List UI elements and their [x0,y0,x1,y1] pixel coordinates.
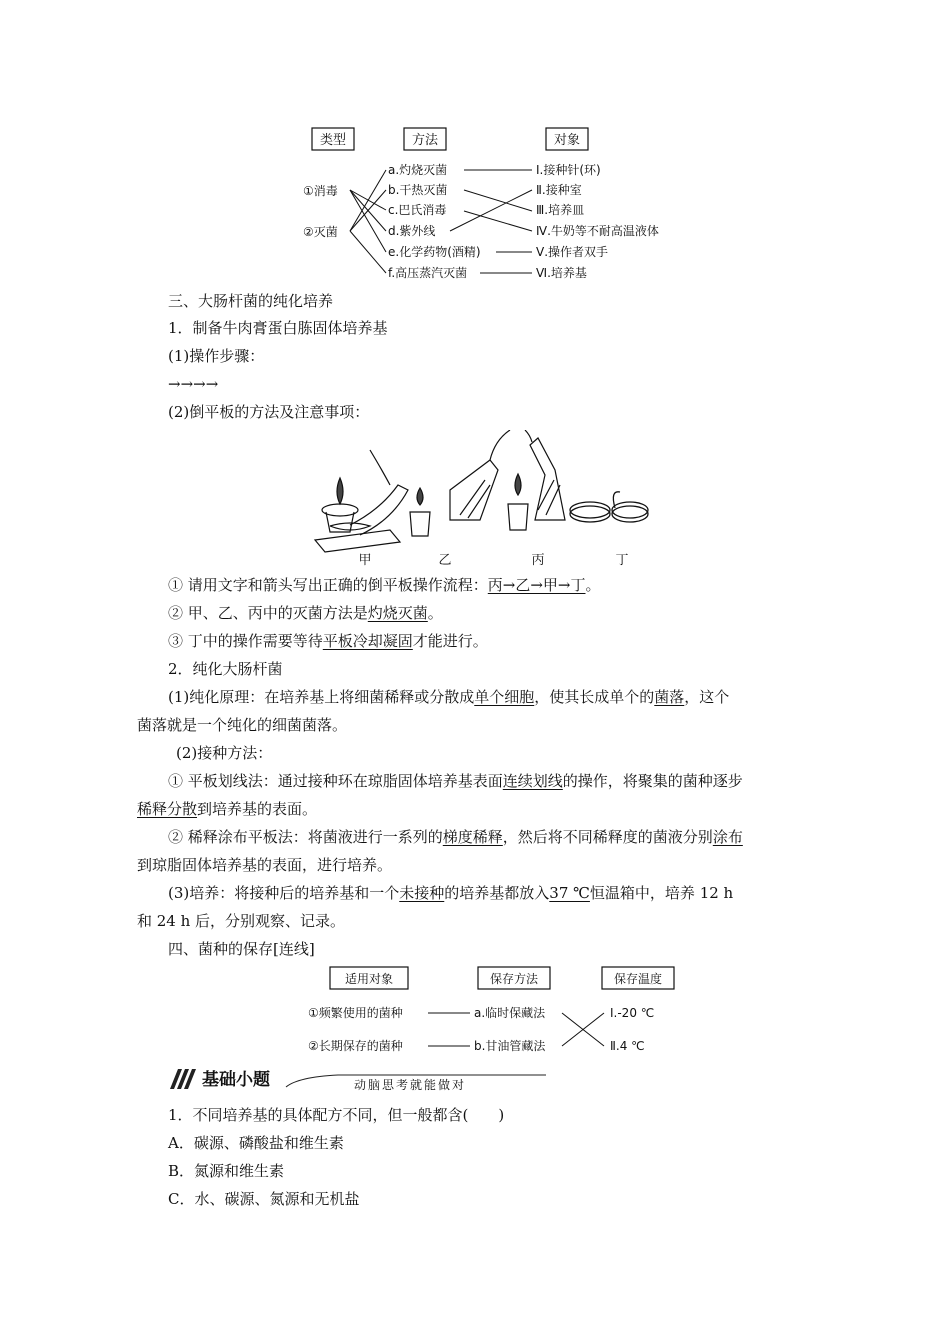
s1-step-label: (1)操作步骤： [168,347,265,365]
p4-text-c: ，然后将不同稀释度的菌液分别 [502,828,713,846]
banner-stripes-icon [170,1069,196,1089]
storage-temp-1: Ⅰ.-20 ℃ [610,1006,655,1020]
streak-plate [168,770,743,792]
q2-text: ② 甲、乙、丙中的灭菌方法是 [168,604,368,622]
s2-title: 2．纯化大肠杆菌 [168,660,283,678]
s1-pour-plate-label: (2)倒平板的方法及注意事项： [168,403,370,421]
p1-text-e: ，这个 [684,688,730,706]
method-d: d.紫外线 [388,224,436,238]
storage-temp-2: Ⅱ.4 ℃ [610,1039,645,1053]
label-jia: 甲 [358,553,372,568]
storage-method-a: a.临时保藏法 [474,1006,546,1020]
pour-question-2 [168,602,443,624]
option-a: A．碳源、磷酸盐和维生素 [168,1134,344,1152]
p3-answer-b: 连续划线 [502,772,563,790]
header-object: 对象 [553,133,581,148]
method-e: e.化学药物(酒精) [388,245,481,259]
scene-bing [508,430,565,530]
storage-header-method: 保存方法 [489,972,539,986]
object-2: Ⅱ.接种室 [536,183,582,197]
scene-jia [315,450,408,552]
p5-answer-d: 37 ℃ [549,884,590,902]
scene-ding [570,492,648,522]
q1-end: 。 [585,576,601,594]
section3-title: 三、大肠杆菌的纯化培养 [168,292,334,310]
purify-principle-cont: 菌落就是一个纯化的细菌菌落。 [137,716,348,734]
type-sterilize: ②灭菌 [303,225,338,239]
p3-text-c: 的操作，将聚集的菌种逐步 [562,772,743,790]
pour-question-1 [168,574,601,596]
q3-text: ③ 丁中的操作需要等待 [168,632,323,650]
q1-text: ① 请用文字和箭头写出正确的倒平板操作流程： [168,576,488,594]
label-bing: 丙 [531,553,545,568]
question-1: 1．不同培养基的具体配方不同，但一般都含( ) [168,1106,505,1124]
banner-subtitle: 动脑思考就能做对 [354,1078,467,1092]
strain-storage-diagram [300,965,690,1061]
object-1: Ⅰ.接种针(环) [536,163,601,177]
storage-object-1: ①频繁使用的菌种 [308,1006,403,1020]
p5-answer-b: 未接种 [399,884,445,902]
storage-header-temp: 保存温度 [613,972,663,986]
cultivation-cont: 和 24 h 后，分别观察、记录。 [137,912,346,930]
streak-plate-cont [137,798,317,820]
pour-question-3 [168,630,488,652]
section4-title: 四、菌种的保存[连线] [168,940,315,958]
option-b: B．氮源和维生素 [168,1162,285,1180]
p4-answer-d: 涂布 [712,828,743,846]
q3-answer: 平板冷却凝固 [322,632,413,650]
method-b: b.干热灭菌 [388,183,448,197]
p4-answer-b: 梯度稀释 [442,828,503,846]
q3-end: 才能进行。 [412,632,488,650]
spread-plate-cont: 到琼脂固体培养基的表面，进行培养。 [137,856,393,874]
label-ding: 丁 [615,553,629,568]
p1-text-c: ，使其长成单个的 [534,688,655,706]
scene-yi [410,430,510,536]
type-disinfect: ①消毒 [303,184,338,198]
p1-answer-d: 菌落 [654,688,685,706]
p3-text-e: 到培养基的表面。 [197,800,318,818]
q2-end: 。 [427,604,443,622]
p3-answer-d: 稀释分散 [137,800,198,818]
p3-text-a: ① 平板划线法：通过接种环在琼脂固体培养基表面 [168,772,503,790]
spread-plate [168,826,743,848]
method-a: a.灼烧灭菌 [388,163,448,177]
sterilization-diagram [300,125,690,285]
basic-questions-banner [168,1063,548,1093]
type-method-links [350,170,386,273]
s1-title: 1．制备牛肉膏蛋白胨固体培养基 [168,319,388,337]
p1-answer-b: 单个细胞 [474,688,535,706]
q1-answer: 丙→乙→甲→丁 [487,576,586,594]
method-c: c.巴氏消毒 [388,203,447,217]
cultivation [168,882,733,904]
header-type: 类型 [319,133,347,148]
q2-answer: 灼烧灭菌 [367,604,428,622]
purify-principle [168,686,729,708]
option-c: C．水、碳源、氮源和无机盐 [168,1190,360,1208]
storage-header-object: 适用对象 [344,972,394,986]
method-f: f.高压蒸汽灭菌 [388,266,468,280]
s1-arrows: →→→→ [168,375,219,393]
storage-method-b: b.甘油管藏法 [474,1039,546,1053]
object-4: Ⅳ.牛奶等不耐高温液体 [536,224,659,238]
object-3: Ⅲ.培养皿 [536,203,585,217]
banner-title: 基础小题 [202,1070,270,1090]
p5-text-c: 的培养基都放入 [444,884,550,902]
storage-object-2: ②长期保存的菌种 [308,1039,403,1053]
p1-text-a: (1)纯化原理：在培养基上将细菌稀释或分散成 [168,688,475,706]
p4-text-a: ② 稀释涂布平板法：将菌液进行一系列的 [168,828,443,846]
p5-text-a: (3)培养：将接种后的培养基和一个 [168,884,400,902]
p5-text-e: 恒温箱中，培养 12 h [589,884,734,902]
object-5: Ⅴ.操作者双手 [536,245,609,259]
label-yi: 乙 [438,553,452,568]
pour-plate-illustration [310,430,650,570]
header-method: 方法 [411,133,439,148]
object-6: Ⅵ.培养基 [536,266,587,280]
inoculation-methods-label: (2)接种方法： [176,744,273,762]
